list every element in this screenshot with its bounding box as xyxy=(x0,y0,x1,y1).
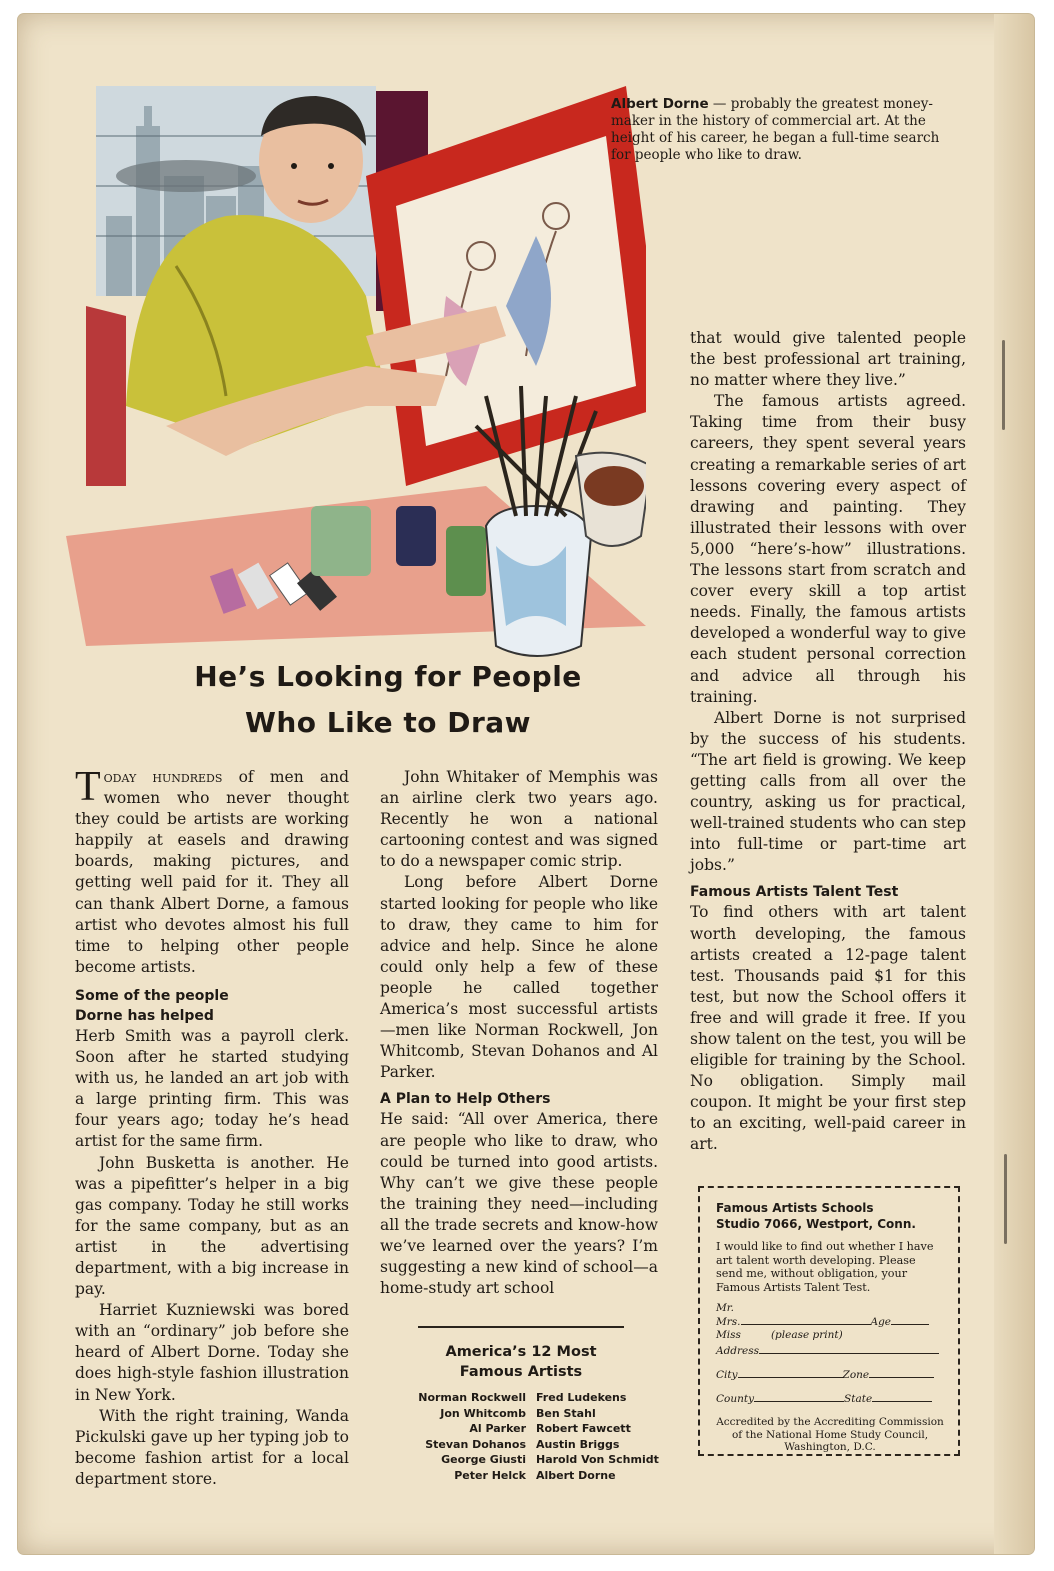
artist-row xyxy=(378,1452,668,1468)
column-2 xyxy=(380,767,658,1299)
coupon-header xyxy=(716,1200,944,1232)
green-jar xyxy=(311,506,371,576)
col1-subhead xyxy=(75,986,349,1026)
col1-paragraph-1 xyxy=(75,764,349,978)
famous-artists-title-line-1: America’s 12 Most xyxy=(445,1344,597,1360)
col2-paragraph-1: John Whitaker of Memphis was an airline clerk two years ago. Recently he won a national cartooning contest and was signed to do a newspaper comic strip. xyxy=(380,768,658,871)
artist-name: Harold Von Schmidt xyxy=(536,1453,659,1467)
county-line[interactable] xyxy=(754,1392,844,1402)
artist-row xyxy=(378,1468,668,1484)
famous-artists-title-line-2: Famous Artists xyxy=(459,1364,583,1380)
col3-paragraph-1: that would give talented people the best professional art training, no matter where they live.” xyxy=(690,329,966,390)
field-label-city: City xyxy=(716,1369,738,1381)
column-1 xyxy=(75,764,349,1490)
caption-text: — probably the greatest money-maker in the history of commercial art. At the height of his career, he began a full-time search for people who like to draw. xyxy=(611,96,940,163)
artist-name: Albert Dorne xyxy=(536,1468,616,1482)
col1-paragraph-5: With the right training, Wanda Pickulski gave up her typing job to become fashion artist for a local department store. xyxy=(75,1406,349,1488)
artist-name: Fred Ludekens xyxy=(536,1391,627,1404)
col3-paragraph-2: The famous artists agreed. Taking time from their busy careers, they spent several years creating a remarkable series of art lessons covering every aspect of drawing and painting. They illustrated their lessons with over 5,000 “here’s-how” illustrations. The lessons start from scratch and cover every skill a top artist needs. Finally, the famous artists developed a wonderful way to give each student personal correction and advice all through his training. xyxy=(690,392,966,706)
state-line[interactable] xyxy=(872,1392,932,1402)
artist-row xyxy=(378,1437,668,1453)
address-line[interactable] xyxy=(759,1344,939,1354)
field-label-zone: Zone xyxy=(842,1369,870,1381)
artist-name: Austin Briggs xyxy=(536,1437,620,1451)
col1-subhead-line-1: Some of the people xyxy=(75,987,229,1004)
coupon-name-fields[interactable] xyxy=(716,1302,944,1406)
artist-name: George Giusti xyxy=(441,1453,526,1467)
caption-name: Albert Dorne xyxy=(611,96,709,112)
artist-name: Stevan Dohanos xyxy=(425,1437,526,1451)
staple-bottom xyxy=(1004,1154,1007,1244)
col2-paragraph-2: Long before Albert Dorne started looking for people who like to draw, they came to him for advice and help. Since he alone could only help a few of these people he called together America’s most successful artists —men like Norman Rockwell, Jon Whitcomb, Stevan Dohanos and Al Parker. xyxy=(380,873,658,1082)
zone-line[interactable] xyxy=(869,1368,934,1378)
col3-paragraph-3: Albert Dorne is not surprised by the success of his students. “The art field is growing. We keep getting calls from all over the country, asking us for practical, well-trained students who can step into full-time or part-time art jobs.” xyxy=(690,708,966,875)
artist-name: Jon Whitcomb xyxy=(440,1406,526,1420)
famous-artists-title xyxy=(406,1342,636,1382)
page-spine xyxy=(994,14,1034,1554)
accreditation-note: Accredited by the Accrediting Commission of the National Home Study Council, Washington, D.C. xyxy=(716,1416,944,1453)
city-line[interactable] xyxy=(738,1368,843,1378)
headline-line-2: Who Like to Draw xyxy=(244,706,532,739)
artist-row xyxy=(378,1390,668,1406)
drop-cap: T xyxy=(75,764,101,810)
albert-dorne-illustration xyxy=(66,66,646,666)
col2-paragraph-3: He said: “All over America, there are people who like to draw, who could be turned into good artists. Why can’t we give these people the training they need—including all the trade secrets and know-how we’ve learned over the years? I’m suggesting a new kind of school—a home-study art school xyxy=(380,1110,658,1298)
col3-subhead: Famous Artists Talent Test xyxy=(690,884,899,901)
coupon-body-text: I would like to find out whether I have art talent worth developing. Please send me, without obligation, your Famous Artists Talent Test. xyxy=(716,1240,934,1294)
field-label-address: Address xyxy=(716,1345,760,1357)
field-label-miss: Miss xyxy=(716,1329,741,1341)
col1-subhead-line-2: Dorne has helped xyxy=(75,1007,214,1024)
lead-smallcaps: oday hundreds xyxy=(103,768,223,786)
age-line[interactable] xyxy=(891,1315,929,1325)
artist-name: Ben Stahl xyxy=(536,1406,596,1420)
name-line[interactable] xyxy=(741,1315,871,1325)
field-label-mr: Mr. xyxy=(716,1302,734,1314)
page-headline xyxy=(88,654,688,746)
col1-paragraph-2: Herb Smith was a payroll clerk. Soon after he started studying with us, he landed an art job with a large printing firm. This was four years ago; today he’s head artist for the same firm. xyxy=(75,1026,349,1151)
famous-artists-list xyxy=(378,1390,668,1484)
col3-paragraph-4: To find others with art talent worth developing, the famous artists created a 12-page talent test. Thousands paid $1 for this test, but now the School offers it free and will grade it free. If you show talent on the test, you will be eligible for training by the School. No obligation. Simply mail coupon. It might be your first step to an exciting, well-paid career in art. xyxy=(690,903,966,1154)
coupon-school-name: Famous Artists Schools xyxy=(716,1201,874,1215)
please-print-note: (please print) xyxy=(770,1329,843,1341)
col1-p1-text: of men and women who never thought they could be artists are working happily at easels and drawing boards, making pictures, and getting well paid for it. They all can thank Albert Dorne, a famous artist who devotes almost his full time to helping other people become artists. xyxy=(75,768,349,976)
coupon-studio-address: Studio 7066, Westport, Conn. xyxy=(716,1217,916,1231)
field-label-county: County xyxy=(716,1393,755,1405)
artist-row xyxy=(378,1406,668,1422)
col1-paragraph-4: Harriet Kuzniewski was bored with an “ordinary” job before she heard of Albert Dorne. Today she does high-style fashion illustration in New York. xyxy=(75,1301,349,1404)
col2-subhead: A Plan to Help Others xyxy=(380,1091,551,1108)
headline-line-1: He’s Looking for People xyxy=(194,660,582,693)
field-label-age: Age xyxy=(870,1316,892,1328)
illustration-caption xyxy=(611,96,951,164)
ink-bottle xyxy=(396,506,436,566)
artist-name: Robert Fawcett xyxy=(536,1422,631,1436)
artist-name: Al Parker xyxy=(469,1422,526,1436)
artist-name: Peter Helck xyxy=(454,1468,526,1482)
staple-top xyxy=(1002,340,1005,430)
divider-rule xyxy=(418,1326,624,1328)
col1-paragraph-3: John Busketta is another. He was a pipefitter’s helper in a big gas company. Today he still works for the same company, but as an artist in the advertising department, with a big increase in pay. xyxy=(75,1153,349,1299)
field-label-mrs: Mrs. xyxy=(716,1316,741,1328)
column-3 xyxy=(690,328,966,1156)
field-label-state: State xyxy=(844,1393,873,1405)
artist-name: Norman Rockwell xyxy=(418,1391,526,1404)
artist-row xyxy=(378,1421,668,1437)
mail-coupon[interactable] xyxy=(698,1186,960,1456)
comic-back-page xyxy=(18,14,1034,1554)
